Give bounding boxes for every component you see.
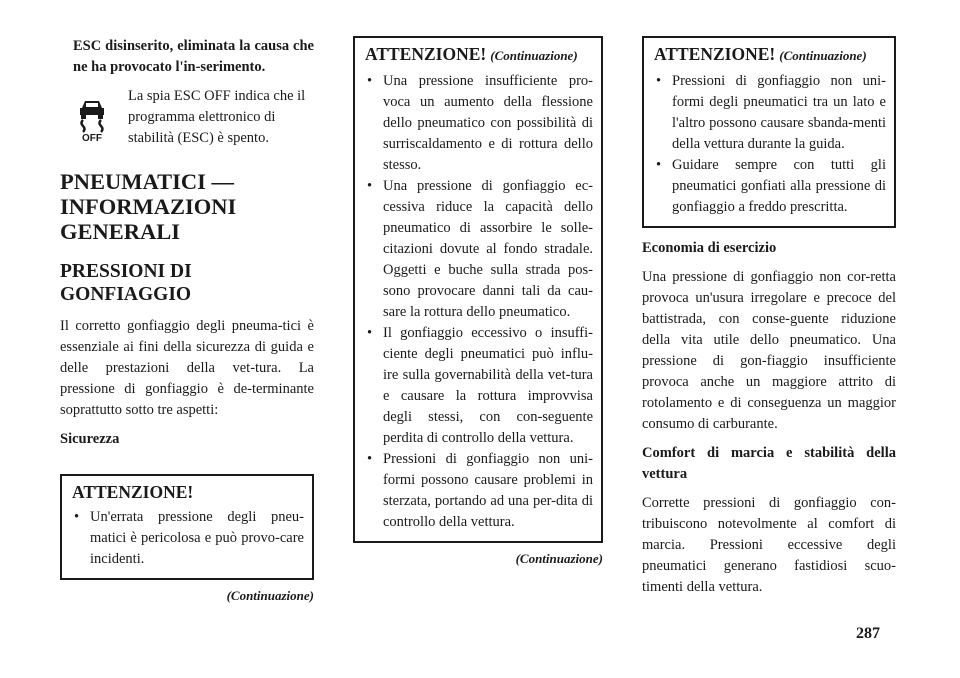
page-number: 287 — [856, 625, 880, 642]
right-column — [642, 36, 896, 598]
warning-list — [365, 71, 593, 533]
subsection-heading: PRESSIONI DI GONFIAGGIO — [60, 261, 192, 306]
warning-title: ATTENZIONE! — [654, 44, 776, 64]
economy-heading: Economia di esercizio — [642, 240, 777, 256]
middle-column — [353, 36, 603, 567]
warning-item: • Una pressione di gonfiaggio ec-cessiva riduce la capacità dello pneumatico di assorbire le solle-citazioni dovute al fondo stradale. Oggetti e buche sulla strada pos-sono provocare danni tali da cau-sare la rottura dello pneumatico. — [365, 176, 593, 323]
section-heading: PNEUMATICI — INFORMAZIONI GENERALI — [60, 169, 237, 244]
economy-paragraph: Una pressione di gonfiaggio non cor-retta provoca un'usura irregolare e precoce del battistrada, con conse-guente riduzione della vita utile dello pneumatico. Una pressione di gon-fiaggio insufficiente provoca anche un maggiore attrito di rotolamento e di conseguenza un maggior consumo di carburante. — [642, 269, 896, 432]
warning-item: • Guidare sempre con tutti gli pneumatici gonfiati alla pressione di gonfiaggio a freddo prescritta. — [654, 155, 886, 218]
warning-item: • Pressioni di gonfiaggio non uni-formi degli pneumatici tra un lato e l'altro possono causare sbanda-menti della vettura durante la guida. — [654, 71, 886, 155]
warning-continued-label: (Continuazione) — [490, 48, 578, 63]
warning-continued-label: (Continuazione) — [779, 48, 867, 63]
esc-icon-label: OFF — [82, 133, 102, 142]
warning-title: ATTENZIONE! — [365, 44, 487, 64]
esc-off-text: ESC disinserito, eliminata la causa che ne ha provocato l'in-serimento. — [73, 38, 314, 75]
warning-box — [353, 36, 603, 543]
left-column — [60, 36, 314, 604]
intro-paragraph: Il corretto gonfiaggio degli pneuma-tici è essenziale ai fini della sicurezza di guida e delle prestazioni della vet-tura. La pressione di gonfiaggio è de-terminante soprattutto sotto tre aspetti: — [60, 318, 314, 419]
warning-title-row — [654, 42, 886, 68]
continued-note: (Continuazione) — [515, 551, 603, 566]
comfort-paragraph: Corrette pressioni di gonfiaggio con-tribuiscono notevolmente al comfort di marcia. Pressioni eccessive degli pneumatici generano fastidiosi scuo-timenti della vettura. — [642, 495, 896, 595]
esc-light-description: La spia ESC OFF indica che il programma elettronico di stabilità (ESC) è spento. — [128, 88, 306, 146]
warning-item: • Il gonfiaggio eccessivo o insuffi-ciente degli pneumatici può influ-ire sulla governabilità della vet-tura e causare la rottura improvvisa degli stessi, con con-seguente perdita di controllo della vettura. — [365, 323, 593, 449]
warning-item: • Pressioni di gonfiaggio non uni-formi possono causare problemi in sterzata, portando ad una per-dita di controllo della vettura. — [365, 449, 593, 533]
esc-off-indicator-row — [60, 86, 314, 149]
warning-item: • Un'errata pressione degli pneu-matici è pericolosa e può provo-care incidenti. — [72, 507, 304, 570]
warning-list — [654, 71, 886, 218]
warning-title-row — [365, 42, 593, 68]
safety-heading: Sicurezza — [60, 431, 120, 448]
warning-list — [72, 507, 304, 570]
comfort-heading: Comfort di marcia e stabilità della vettura — [642, 445, 896, 482]
warning-box — [642, 36, 896, 228]
continued-note: (Continuazione) — [226, 588, 314, 604]
warning-box — [60, 474, 314, 580]
esc-off-warning-light-icon — [72, 92, 112, 142]
warning-item: • Una pressione insufficiente pro-voca un aumento della flessione dello pneumatico con possibilità di surriscaldamento e di rottura dello stesso. — [365, 71, 593, 176]
warning-title: ATTENZIONE! — [72, 482, 194, 503]
